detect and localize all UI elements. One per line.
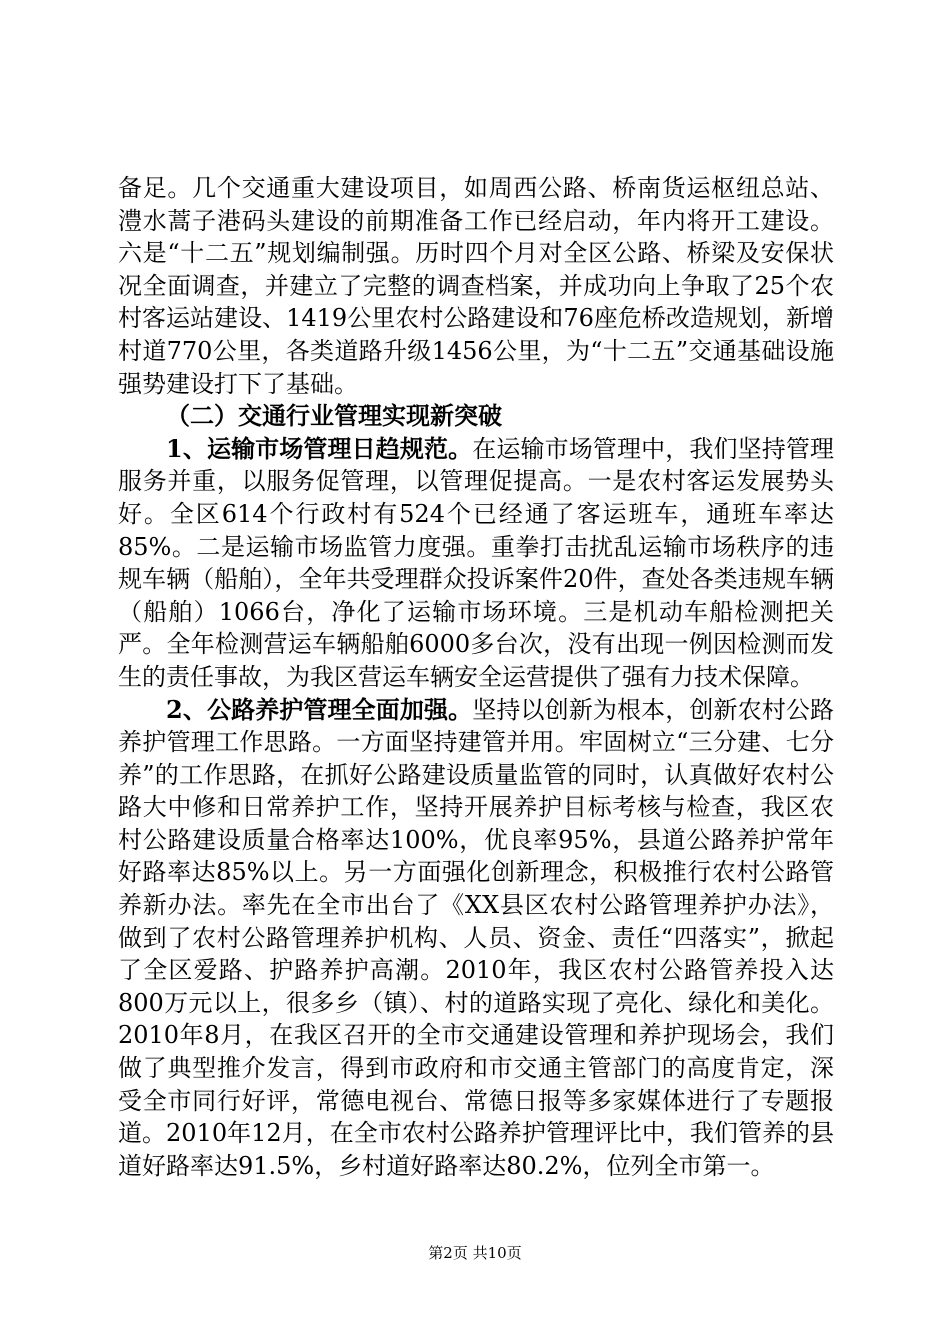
paragraph-transport-market bbox=[118, 433, 834, 694]
paragraph-road-maintenance bbox=[118, 694, 834, 1183]
document-body bbox=[118, 172, 834, 1182]
paragraph-body: 在运输市场管理中，我们坚持管理服务并重，以服务促管理，以管理促提高。一是农村客运发展势头好。全区614个行政村有524个已经通了客运班车，通班车率达85%。二是运输市场监管力度强。重拳打击扰乱运输市场秩序的违规车辆（船舶），全年共受理群众投诉案件20件，查处各类违规车辆（船舶）1066台，净化了运输市场环境。三是机动车船检测把关严。全年检测营运车辆船舶6000多台次，没有出现一例因检测而发生的责任事故，为我区营运车辆安全运营提供了强有力技术保障。 bbox=[118, 434, 835, 691]
paragraph-lead: 1、运输市场管理日趋规范。 bbox=[166, 433, 473, 463]
continuation-paragraph bbox=[118, 172, 834, 400]
paragraph-body: 坚持以创新为根本，创新农村公路养护管理工作思路。一方面坚持建管并用。牢固树立“三分建、七分养”的工作思路，在抓好公路建设质量监管的同时，认真做好农村公路大中修和日常养护工作，坚持开展养护目标考核与检查，我区农村公路建设质量合格率达100%，优良率95%，县道公路养护常年好路率达85%以上。另一方面强化创新理念，积极推行农村公路管养新办法。率先在全市出台了《XX县区农村公路管理养护办法》，做到了农村公路管理养护机构、人员、资金、责任“四落实”，掀起了全区爱路、护路养护高潮。2010年，我区农村公路管养投入达800万元以上，很多乡（镇）、村的道路实现了亮化、绿化和美化。2010年8月，在我区召开的全市交通建设管理和养护现场会，我们做了典型推介发言，得到市政府和市交通主管部门的高度肯定，深受全市同行好评，常德电视台、常德日报等多家媒体进行了专题报道。2010年12月，在全市农村公路养护管理评比中，我们管养的县道好路率达91.5%，乡村道好路率达80.2%，位列全市第一。 bbox=[118, 695, 835, 1180]
continuation-text: 备足。几个交通重大建设项目，如周西公路、桥南货运枢纽总站、澧水蒿子港码头建设的前期准备工作已经启动，年内将开工建设。六是“十二五”规划编制强。历时四个月对全区公路、桥梁及安保状况全面调查，并建立了完整的调查档案，并成功向上争取了25个农村客运站建设、1419公里农村公路建设和76座危桥改造规划，新增村道770公里，各类道路升级1456公里，为“十二五”交通基础设施强势建设打下了基础。 bbox=[118, 174, 834, 398]
page-number-footer: 第2页 共10页 bbox=[428, 1244, 522, 1262]
section-heading: （二）交通行业管理实现新突破 bbox=[166, 401, 502, 431]
paragraph-lead: 2、公路养护管理全面加强。 bbox=[166, 694, 473, 724]
